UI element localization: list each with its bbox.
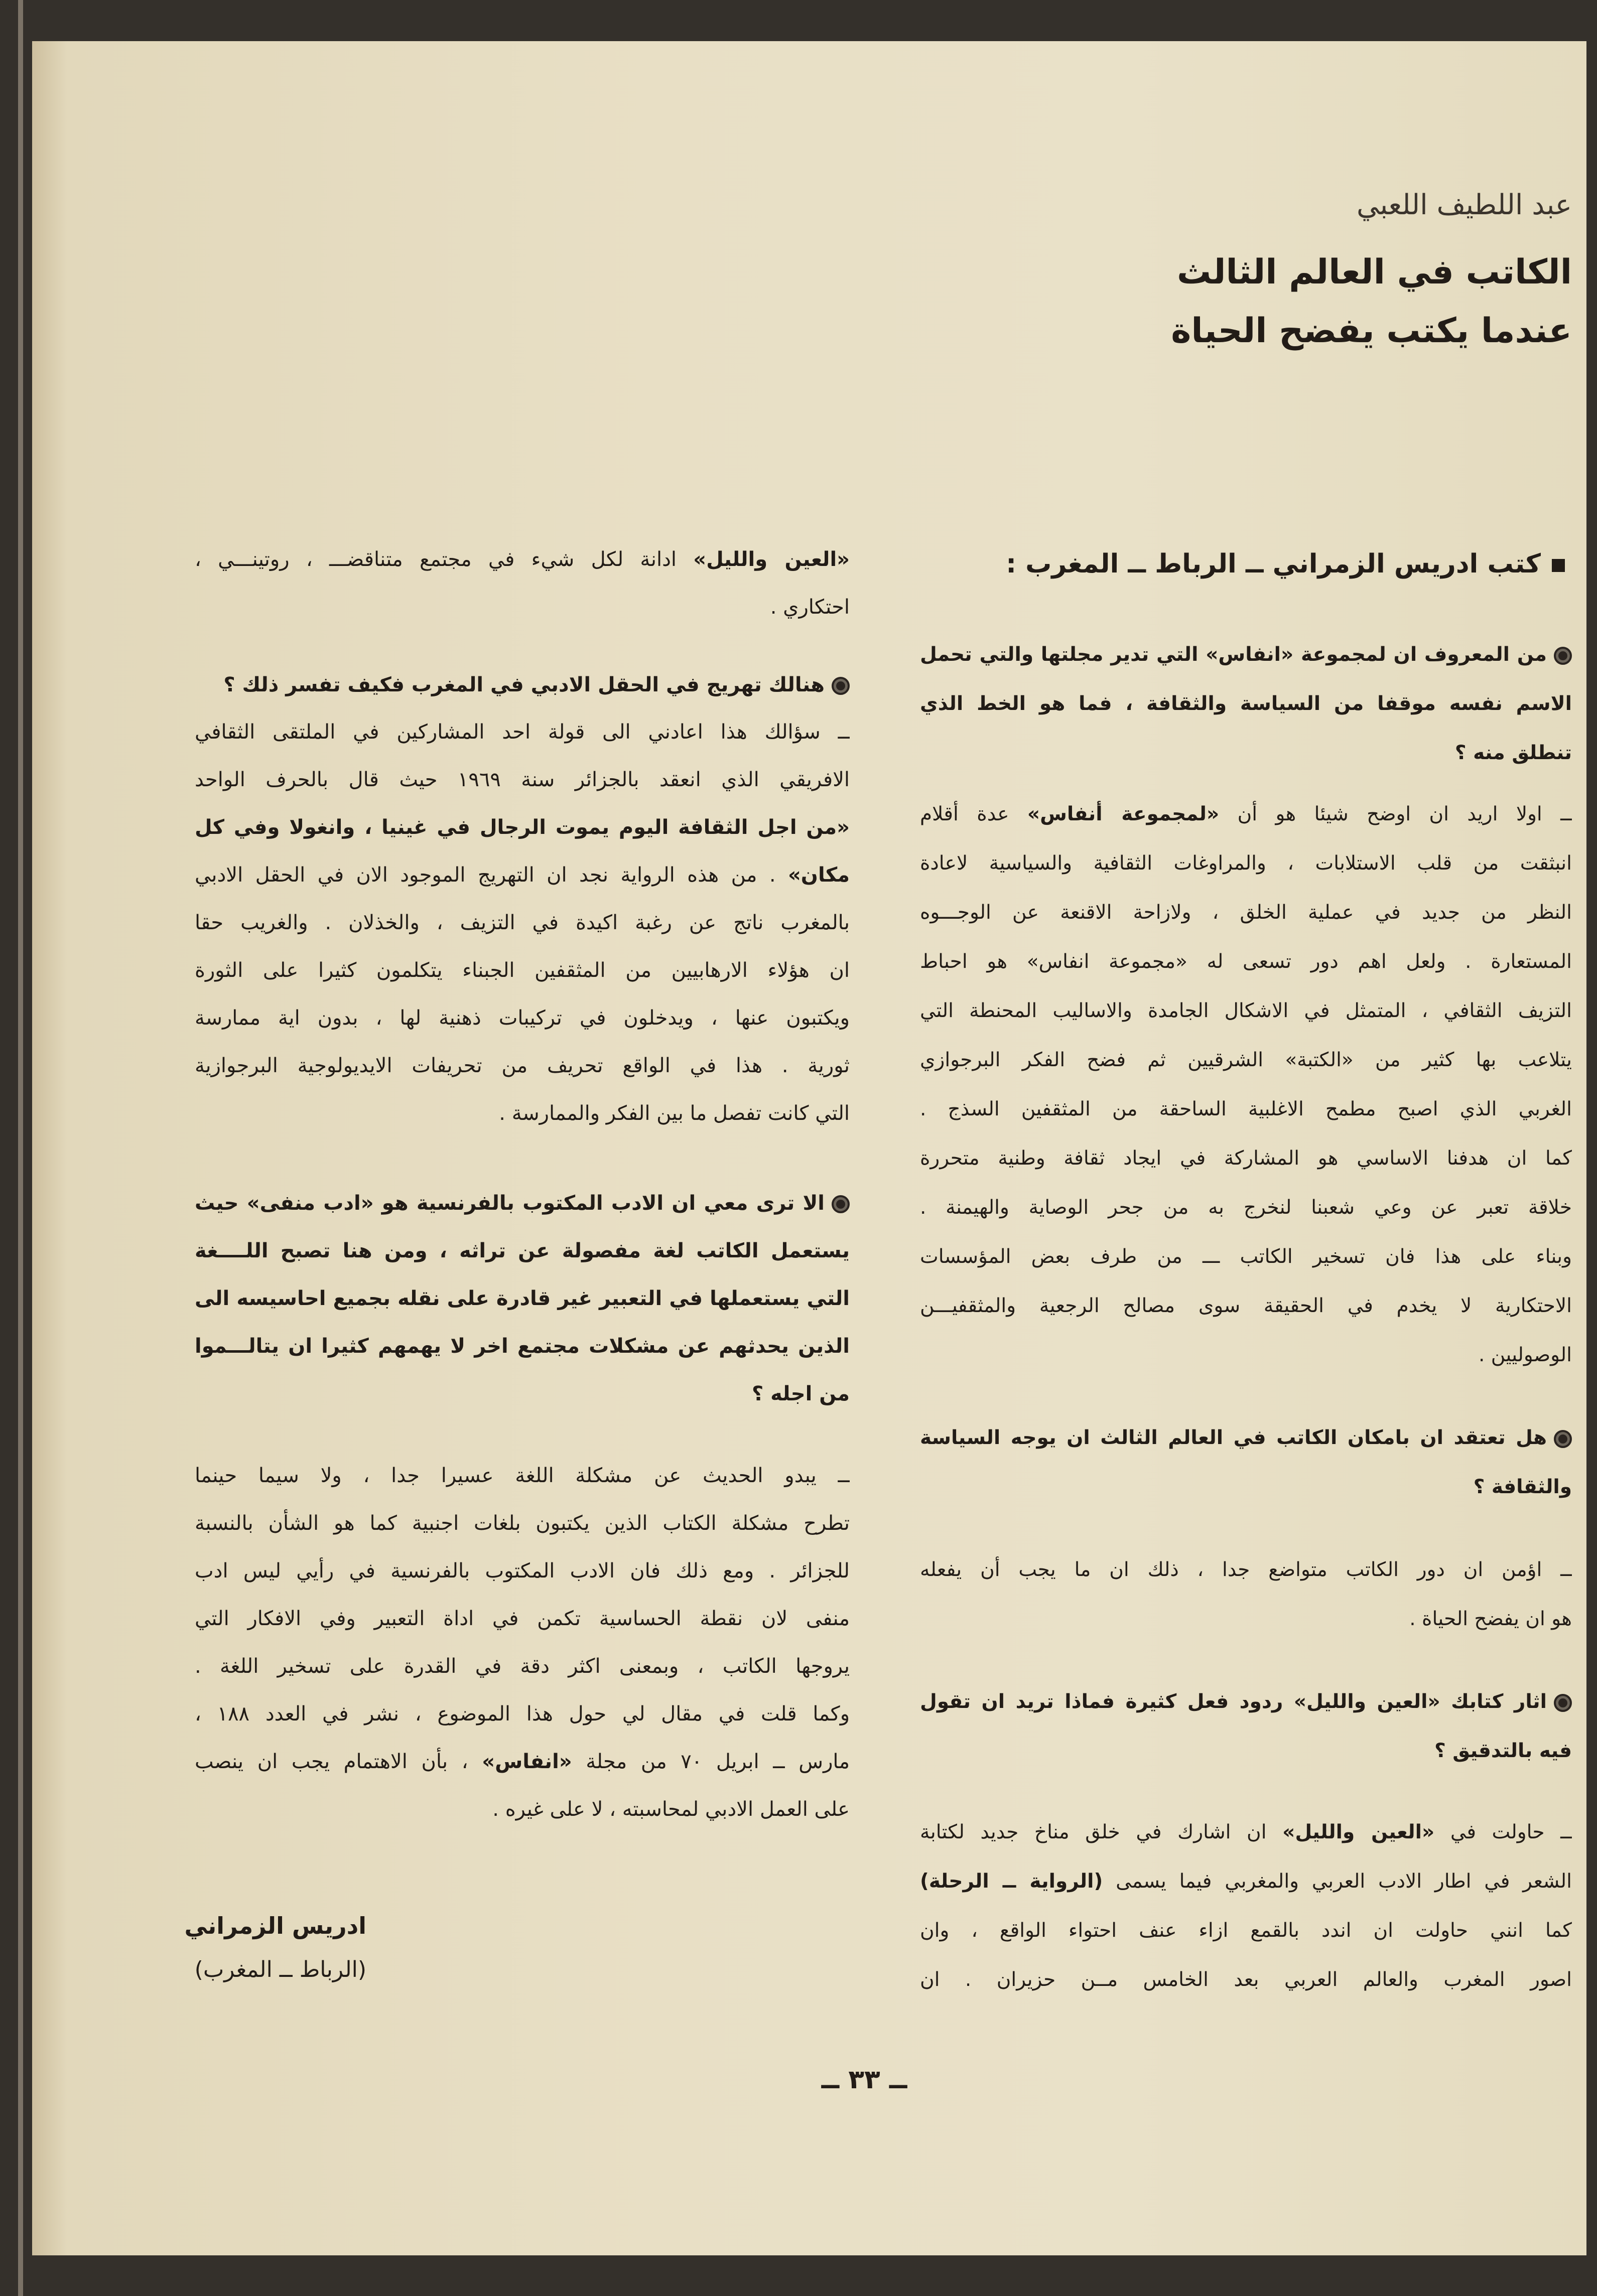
question-line xyxy=(920,630,1572,679)
question-line: فيه بالتدقيق ؟ xyxy=(1434,1740,1572,1762)
page-edge xyxy=(18,0,23,2296)
square-bullet-icon xyxy=(1552,559,1565,572)
text-segment: الشعر في اطار الادب العربي والمغربي فيما يسمى xyxy=(1103,1870,1572,1893)
answer-line: كما انني حاولت ان اندد بالقمع ازاء عنف احتواء الواقع ، وان xyxy=(920,1919,1572,1942)
answer-3-continuation xyxy=(195,536,850,631)
answer-line: الوصوليين . xyxy=(1478,1344,1572,1366)
answer-line: التي كانت تفصل ما بين الفكر والممارسة . xyxy=(499,1102,850,1125)
question-5 xyxy=(195,1180,850,1418)
answer-line: انبثقت من قلب الاستلابات ، والمراوغات الثقافية والسياسية لاعادة xyxy=(920,852,1572,875)
question-line xyxy=(195,661,850,709)
answer-line: المستعارة . ولعل اهم دور تسعى له «مجموعة انفاس» هو احباط xyxy=(920,950,1572,973)
heading-text: كتب ادريس الزمراني ــ الرباط ــ المغرب : xyxy=(1006,549,1541,579)
answer-line: الغربي الذي اصبح مطمح الاغلبية الساحقة من المثقفين السذج . xyxy=(920,1098,1572,1120)
question-line: من اجله ؟ xyxy=(752,1382,850,1405)
question-line xyxy=(920,1677,1572,1727)
answer-line: هو ان يفضح الحياة . xyxy=(1409,1608,1572,1630)
question-1 xyxy=(920,630,1572,778)
signature xyxy=(166,1904,366,1992)
question-line: التي يستعملها في التعبير غير قادرة على نقله بجميع احاسيسه الى xyxy=(195,1287,850,1310)
answer-line: التزيف الثقافي ، المتمثل في الاشكال الجامدة والاساليب المحنطة التي xyxy=(920,999,1572,1022)
answer-line xyxy=(195,851,850,899)
answer-line xyxy=(195,536,850,584)
text-segment: ــ اولا اريد ان اوضح شيئا هو أن xyxy=(1219,803,1572,825)
answer-line: الافريقي الذي انعقد بالجزائر سنة ١٩٦٩ حيث قال بالحرف الواحد xyxy=(195,768,850,791)
answer-line: تطرح مشكلة الكتاب الذين يكتبون بلغات اجنبية كما هو الشأن بالنسبة xyxy=(195,1512,850,1535)
signature-place: (الرباط ــ المغرب) xyxy=(194,1957,366,1982)
question-line: الاسم نفسه موقفا من السياسة والثقافة ، فما هو الخط الذي xyxy=(920,692,1572,715)
signature-name: ادريس الزمراني xyxy=(184,1912,366,1939)
interview-heading xyxy=(1006,544,1565,584)
answer-1 xyxy=(920,790,1572,1380)
question-2 xyxy=(920,1413,1572,1512)
answer-line: على العمل الادبي لمحاسبته ، لا على غيره . xyxy=(492,1798,850,1821)
bullet-icon xyxy=(1554,1694,1572,1712)
answer-line: يروجها الكاتب ، وبمعنى اكثر دقة في القدرة على تسخير اللغة . xyxy=(195,1655,850,1678)
answer-line xyxy=(920,790,1572,839)
article-title-line-2: عندما يكتب يفضح الحياة xyxy=(1171,311,1572,351)
page-number: ــ ٣٣ ــ xyxy=(821,2065,907,2095)
question-3 xyxy=(920,1677,1572,1776)
bold-segment: (الرواية ــ الرحلة) xyxy=(920,1870,1103,1893)
bullet-icon xyxy=(1554,647,1572,665)
answer-2 xyxy=(920,1545,1572,1644)
question-line: والثقافة ؟ xyxy=(1473,1476,1572,1498)
answer-line: بالمغرب ناتج عن رغبة اكيدة في التزيف ، والخذلان . والغريب حقا xyxy=(195,911,850,934)
answer-line xyxy=(195,1738,850,1786)
line-text: الا ترى معي ان الادب المكتوب بالفرنسية هو «ادب منفى» حيث xyxy=(195,1192,825,1215)
answer-line: ــ سؤالك هذا اعادني الى قولة احد المشاركين في الملتقى الثقافي xyxy=(195,721,850,744)
bold-segment: «انفاس» xyxy=(482,1750,572,1773)
text-segment: ، بأن الاهتمام يجب ان ينصب xyxy=(195,1750,482,1773)
bold-segment: «العين والليل» xyxy=(693,548,850,571)
question-line xyxy=(195,1180,850,1227)
answer-4 xyxy=(195,708,850,1137)
answer-line: احتكاري . xyxy=(770,596,850,619)
bullet-icon xyxy=(832,1195,850,1213)
article-author: عبد اللطيف اللعبي xyxy=(1356,189,1572,221)
answer-line: الاحتكارية لا يخدم في الحقيقة سوى مصالح الرجعية والمثقفيـــن xyxy=(920,1295,1572,1317)
answer-line: ــ اؤمن ان دور الكاتب متواضع جدا ، ذلك ان ما يجب أن يفعله xyxy=(920,1558,1572,1581)
answer-line: النظر من جديد في عملية الخلق ، ولازاحة الاقنعة عن الوجـــوه xyxy=(920,901,1572,924)
line-text: اثار كتابك «العين والليل» ردود فعل كثيرة فماذا تريد ان تقول xyxy=(920,1690,1547,1713)
bullet-icon xyxy=(832,677,850,695)
answer-line xyxy=(920,1808,1572,1857)
question-line xyxy=(920,1413,1572,1463)
question-line: تنطلق منه ؟ xyxy=(1454,742,1572,764)
text-segment: ان اشارك في خلق مناخ جديد لكتابة xyxy=(920,1821,1283,1843)
bullet-icon xyxy=(1554,1430,1572,1448)
line-text: هل تعتقد ان بامكان الكاتب في العالم الثالث ان يوجه السياسة xyxy=(920,1426,1547,1449)
answer-line: «من اجل الثقافة اليوم يموت الرجال في غينيا ، وانغولا وفي كل xyxy=(195,816,850,839)
answer-line xyxy=(920,1857,1572,1906)
text-segment: ادانة لكل شيء في مجتمع متناقضـــ ، روتينـــي ، xyxy=(195,548,694,571)
answer-line: ان هؤلاء الارهابيين من المثقفين الجبناء يتكلمون كثيرا على الثورة xyxy=(195,959,850,982)
answer-line: وكما قلت في مقال لي حول هذا الموضوع ، نشر في العدد ١٨٨ ، xyxy=(195,1702,850,1726)
bold-segment: «لمجموعة أنفاس» xyxy=(1027,803,1220,825)
answer-line: اصور المغرب والعالم العربي بعد الخامس مــن حزيران . ان xyxy=(920,1968,1572,1991)
answer-line: ــ يبدو الحديث عن مشكلة اللغة عسيرا جدا ، ولا سيما حينما xyxy=(195,1464,850,1487)
right-column xyxy=(920,0,1572,2296)
question-4 xyxy=(195,661,850,709)
line-text: هنالك تهريج في الحقل الادبي في المغرب فكيف تفسر ذلك ؟ xyxy=(223,673,825,696)
answer-3 xyxy=(920,1808,1572,2004)
text-segment: مارس ــ ابريل ٧٠ من مجلة xyxy=(572,1750,850,1773)
text-segment: ــ حاولت في xyxy=(1434,1821,1572,1843)
article-title-line-1: الكاتب في العالم الثالث xyxy=(1176,252,1572,292)
answer-line: خلاقة تعبر عن وعي شعبنا لنخرج به من جحر الوصاية والهيمنة . xyxy=(920,1196,1572,1219)
answer-line: ثورية . هذا في الواقع تحريف من تحريفات الايديولوجية البرجوازية xyxy=(195,1054,850,1077)
question-line: يستعمل الكاتب لغة مفصولة عن تراثه ، ومن هنا تصبح اللــــغة xyxy=(195,1239,850,1262)
line-text: من المعروف ان لمجموعة «انفاس» التي تدير مجلتها والتي تحمل xyxy=(920,643,1547,666)
text-segment: . من هذه الرواية نجد ان التهريج الموجود الان في الحقل الادبي xyxy=(195,864,788,887)
answer-line: منفى لان نقطة الحساسية تكمن في اداة التعبير وفي الافكار التي xyxy=(195,1607,850,1630)
bold-segment: مكان» xyxy=(787,864,850,887)
answer-line: وبناء على هذا فان تسخير الكاتب ـــ من طرف بعض المؤسسات xyxy=(920,1245,1572,1268)
answer-line: يتلاعب بها كثير من «الكتبة» الشرقيين ثم فضح الفكر البرجوازي xyxy=(920,1049,1572,1071)
answer-line: كما ان هدفنا الاساسي هو المشاركة في ايجاد ثقافة وطنية متحررة xyxy=(920,1147,1572,1170)
text-segment: عدة أقلام xyxy=(920,803,1027,825)
answer-line: للجزائر . ومع ذلك فان الادب المكتوب بالفرنسية في رأيي ليس ادب xyxy=(195,1559,850,1583)
answer-5 xyxy=(195,1452,850,1833)
question-line: الذين يحدثهم عن مشكلات مجتمع اخر لا يهمهم كثيرا ان يتالـــموا xyxy=(195,1335,850,1358)
bold-segment: «العين والليل» xyxy=(1282,1821,1435,1843)
answer-line: ويكتبون عنها ، ويدخلون في تركيبات ذهنية لها ، بدون اية ممارسة xyxy=(195,1007,850,1030)
